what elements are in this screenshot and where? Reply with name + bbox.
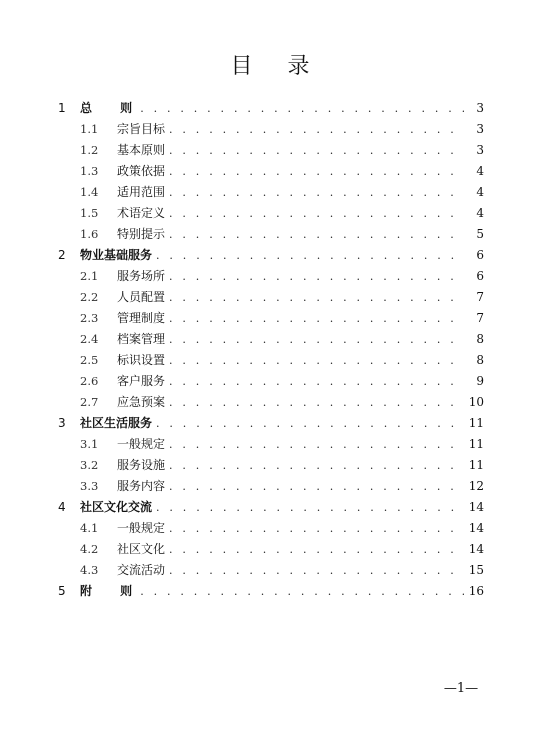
toc-entry-title: 一般规定 [117, 521, 166, 535]
toc-dot-leader [169, 224, 464, 245]
toc-dot-leader [169, 287, 464, 308]
toc-entry-title: 社区生活服务 [80, 416, 153, 430]
toc-entry-page: 14 [468, 500, 484, 514]
toc-entry-title: 附 则 [80, 584, 145, 598]
toc-chapter-entry[interactable] [58, 413, 484, 434]
toc-entry-title: 应急预案 [117, 395, 166, 409]
toc-entry-title: 总 则 [80, 101, 145, 115]
toc-entry-page: 5 [476, 227, 484, 241]
toc-entry-number: 3 [58, 416, 66, 430]
toc-dot-leader [169, 392, 464, 413]
toc-entry-page: 3 [476, 122, 484, 136]
toc-dot-leader [156, 245, 464, 266]
toc-entry-title: 社区文化 [117, 542, 166, 556]
toc-entry-page: 9 [476, 374, 484, 388]
toc-entry-title: 档案管理 [117, 332, 166, 346]
toc-entry-number: 3.2 [80, 458, 99, 472]
toc-entry-title: 服务设施 [117, 458, 166, 472]
toc-section-entry[interactable] [58, 518, 484, 539]
toc-entry-number: 1.1 [80, 122, 99, 136]
toc-dot-leader [140, 98, 464, 119]
toc-entry-number: 2.6 [80, 374, 99, 388]
toc-section-entry[interactable] [58, 287, 484, 308]
toc-section-entry[interactable] [58, 308, 484, 329]
toc-dot-leader [156, 497, 464, 518]
toc-section-entry[interactable] [58, 266, 484, 287]
toc-section-entry[interactable] [58, 476, 484, 497]
page-title: 目 录 [230, 54, 324, 79]
toc-section-entry[interactable] [58, 434, 484, 455]
toc-dot-leader [169, 140, 464, 161]
toc-entry-number: 4.2 [80, 542, 99, 556]
toc-entry-number: 1.6 [80, 227, 99, 241]
toc-dot-leader [169, 434, 464, 455]
toc-entry-page: 4 [476, 185, 484, 199]
toc-dot-leader [140, 581, 464, 602]
toc-entry-page: 7 [476, 311, 484, 325]
toc-chapter-entry[interactable] [58, 581, 484, 602]
toc-entry-page: 12 [468, 479, 484, 493]
toc-entry-title: 宗旨目标 [117, 122, 166, 136]
toc-dot-leader [169, 560, 464, 581]
toc-entry-title: 适用范围 [117, 185, 166, 199]
toc-dot-leader [169, 161, 464, 182]
table-of-contents [58, 98, 484, 602]
toc-entry-title: 物业基础服务 [80, 248, 153, 262]
toc-entry-page: 15 [468, 563, 484, 577]
toc-entry-number: 1.2 [80, 143, 99, 157]
toc-dot-leader [169, 539, 464, 560]
toc-entry-number: 1.3 [80, 164, 99, 178]
toc-entry-page: 16 [468, 584, 484, 598]
toc-section-entry[interactable] [58, 119, 484, 140]
toc-section-entry[interactable] [58, 182, 484, 203]
toc-dot-leader [169, 518, 464, 539]
toc-entry-page: 11 [468, 458, 484, 472]
toc-entry-title: 交流活动 [117, 563, 166, 577]
toc-entry-title: 特别提示 [117, 227, 166, 241]
toc-entry-number: 2.5 [80, 353, 99, 367]
toc-entry-page: 7 [476, 290, 484, 304]
toc-entry-number: 5 [58, 584, 66, 598]
toc-entry-number: 4.3 [80, 563, 99, 577]
toc-entry-page: 4 [476, 164, 484, 178]
toc-chapter-entry[interactable] [58, 245, 484, 266]
toc-entry-page: 4 [476, 206, 484, 220]
toc-entry-title: 术语定义 [117, 206, 166, 220]
toc-entry-number: 1.5 [80, 206, 99, 220]
toc-dot-leader [169, 182, 464, 203]
toc-entry-title: 服务场所 [117, 269, 166, 283]
toc-entry-number: 1 [58, 101, 66, 115]
toc-dot-leader [169, 308, 464, 329]
toc-entry-page: 11 [468, 437, 484, 451]
toc-entry-title: 人员配置 [117, 290, 166, 304]
toc-chapter-entry[interactable] [58, 497, 484, 518]
toc-entry-number: 2.2 [80, 290, 99, 304]
toc-entry-title: 一般规定 [117, 437, 166, 451]
toc-section-entry[interactable] [58, 329, 484, 350]
toc-entry-page: 14 [468, 521, 484, 535]
toc-entry-page: 8 [476, 332, 484, 346]
toc-entry-title: 政策依据 [117, 164, 166, 178]
toc-section-entry[interactable] [58, 140, 484, 161]
toc-dot-leader [169, 455, 464, 476]
page-number: —1— [443, 681, 479, 696]
toc-entry-title: 客户服务 [117, 374, 166, 388]
toc-entry-page: 11 [468, 416, 484, 430]
toc-section-entry[interactable] [58, 350, 484, 371]
toc-entry-page: 3 [476, 101, 484, 115]
toc-entry-page: 8 [476, 353, 484, 367]
toc-entry-number: 2.1 [80, 269, 99, 283]
toc-section-entry[interactable] [58, 539, 484, 560]
toc-section-entry[interactable] [58, 161, 484, 182]
toc-entry-number: 2.4 [80, 332, 99, 346]
toc-section-entry[interactable] [58, 455, 484, 476]
toc-entry-title: 基本原则 [117, 143, 166, 157]
toc-entry-page: 3 [476, 143, 484, 157]
toc-section-entry[interactable] [58, 203, 484, 224]
toc-chapter-entry[interactable] [58, 98, 484, 119]
toc-entry-page: 6 [476, 248, 484, 262]
toc-entry-number: 2 [58, 248, 66, 262]
toc-entry-number: 3.3 [80, 479, 99, 493]
toc-entry-page: 14 [468, 542, 484, 556]
toc-dot-leader [156, 413, 464, 434]
toc-dot-leader [169, 266, 464, 287]
toc-dot-leader [169, 371, 464, 392]
toc-section-entry[interactable] [58, 371, 484, 392]
toc-dot-leader [169, 350, 464, 371]
toc-entry-title: 社区文化交流 [80, 500, 153, 514]
toc-dot-leader [169, 476, 464, 497]
toc-dot-leader [169, 119, 464, 140]
toc-entry-number: 4.1 [80, 521, 99, 535]
toc-entry-number: 2.3 [80, 311, 99, 325]
toc-entry-number: 4 [58, 500, 66, 514]
toc-entry-number: 2.7 [80, 395, 99, 409]
toc-dot-leader [169, 203, 464, 224]
toc-entry-title: 管理制度 [117, 311, 166, 325]
toc-section-entry[interactable] [58, 224, 484, 245]
toc-entry-title: 标识设置 [117, 353, 166, 367]
toc-entry-number: 1.4 [80, 185, 99, 199]
toc-entry-page: 10 [468, 395, 484, 409]
toc-dot-leader [169, 329, 464, 350]
toc-section-entry[interactable] [58, 560, 484, 581]
toc-section-entry[interactable] [58, 392, 484, 413]
toc-entry-title: 服务内容 [117, 479, 166, 493]
toc-entry-page: 6 [476, 269, 484, 283]
toc-entry-number: 3.1 [80, 437, 99, 451]
